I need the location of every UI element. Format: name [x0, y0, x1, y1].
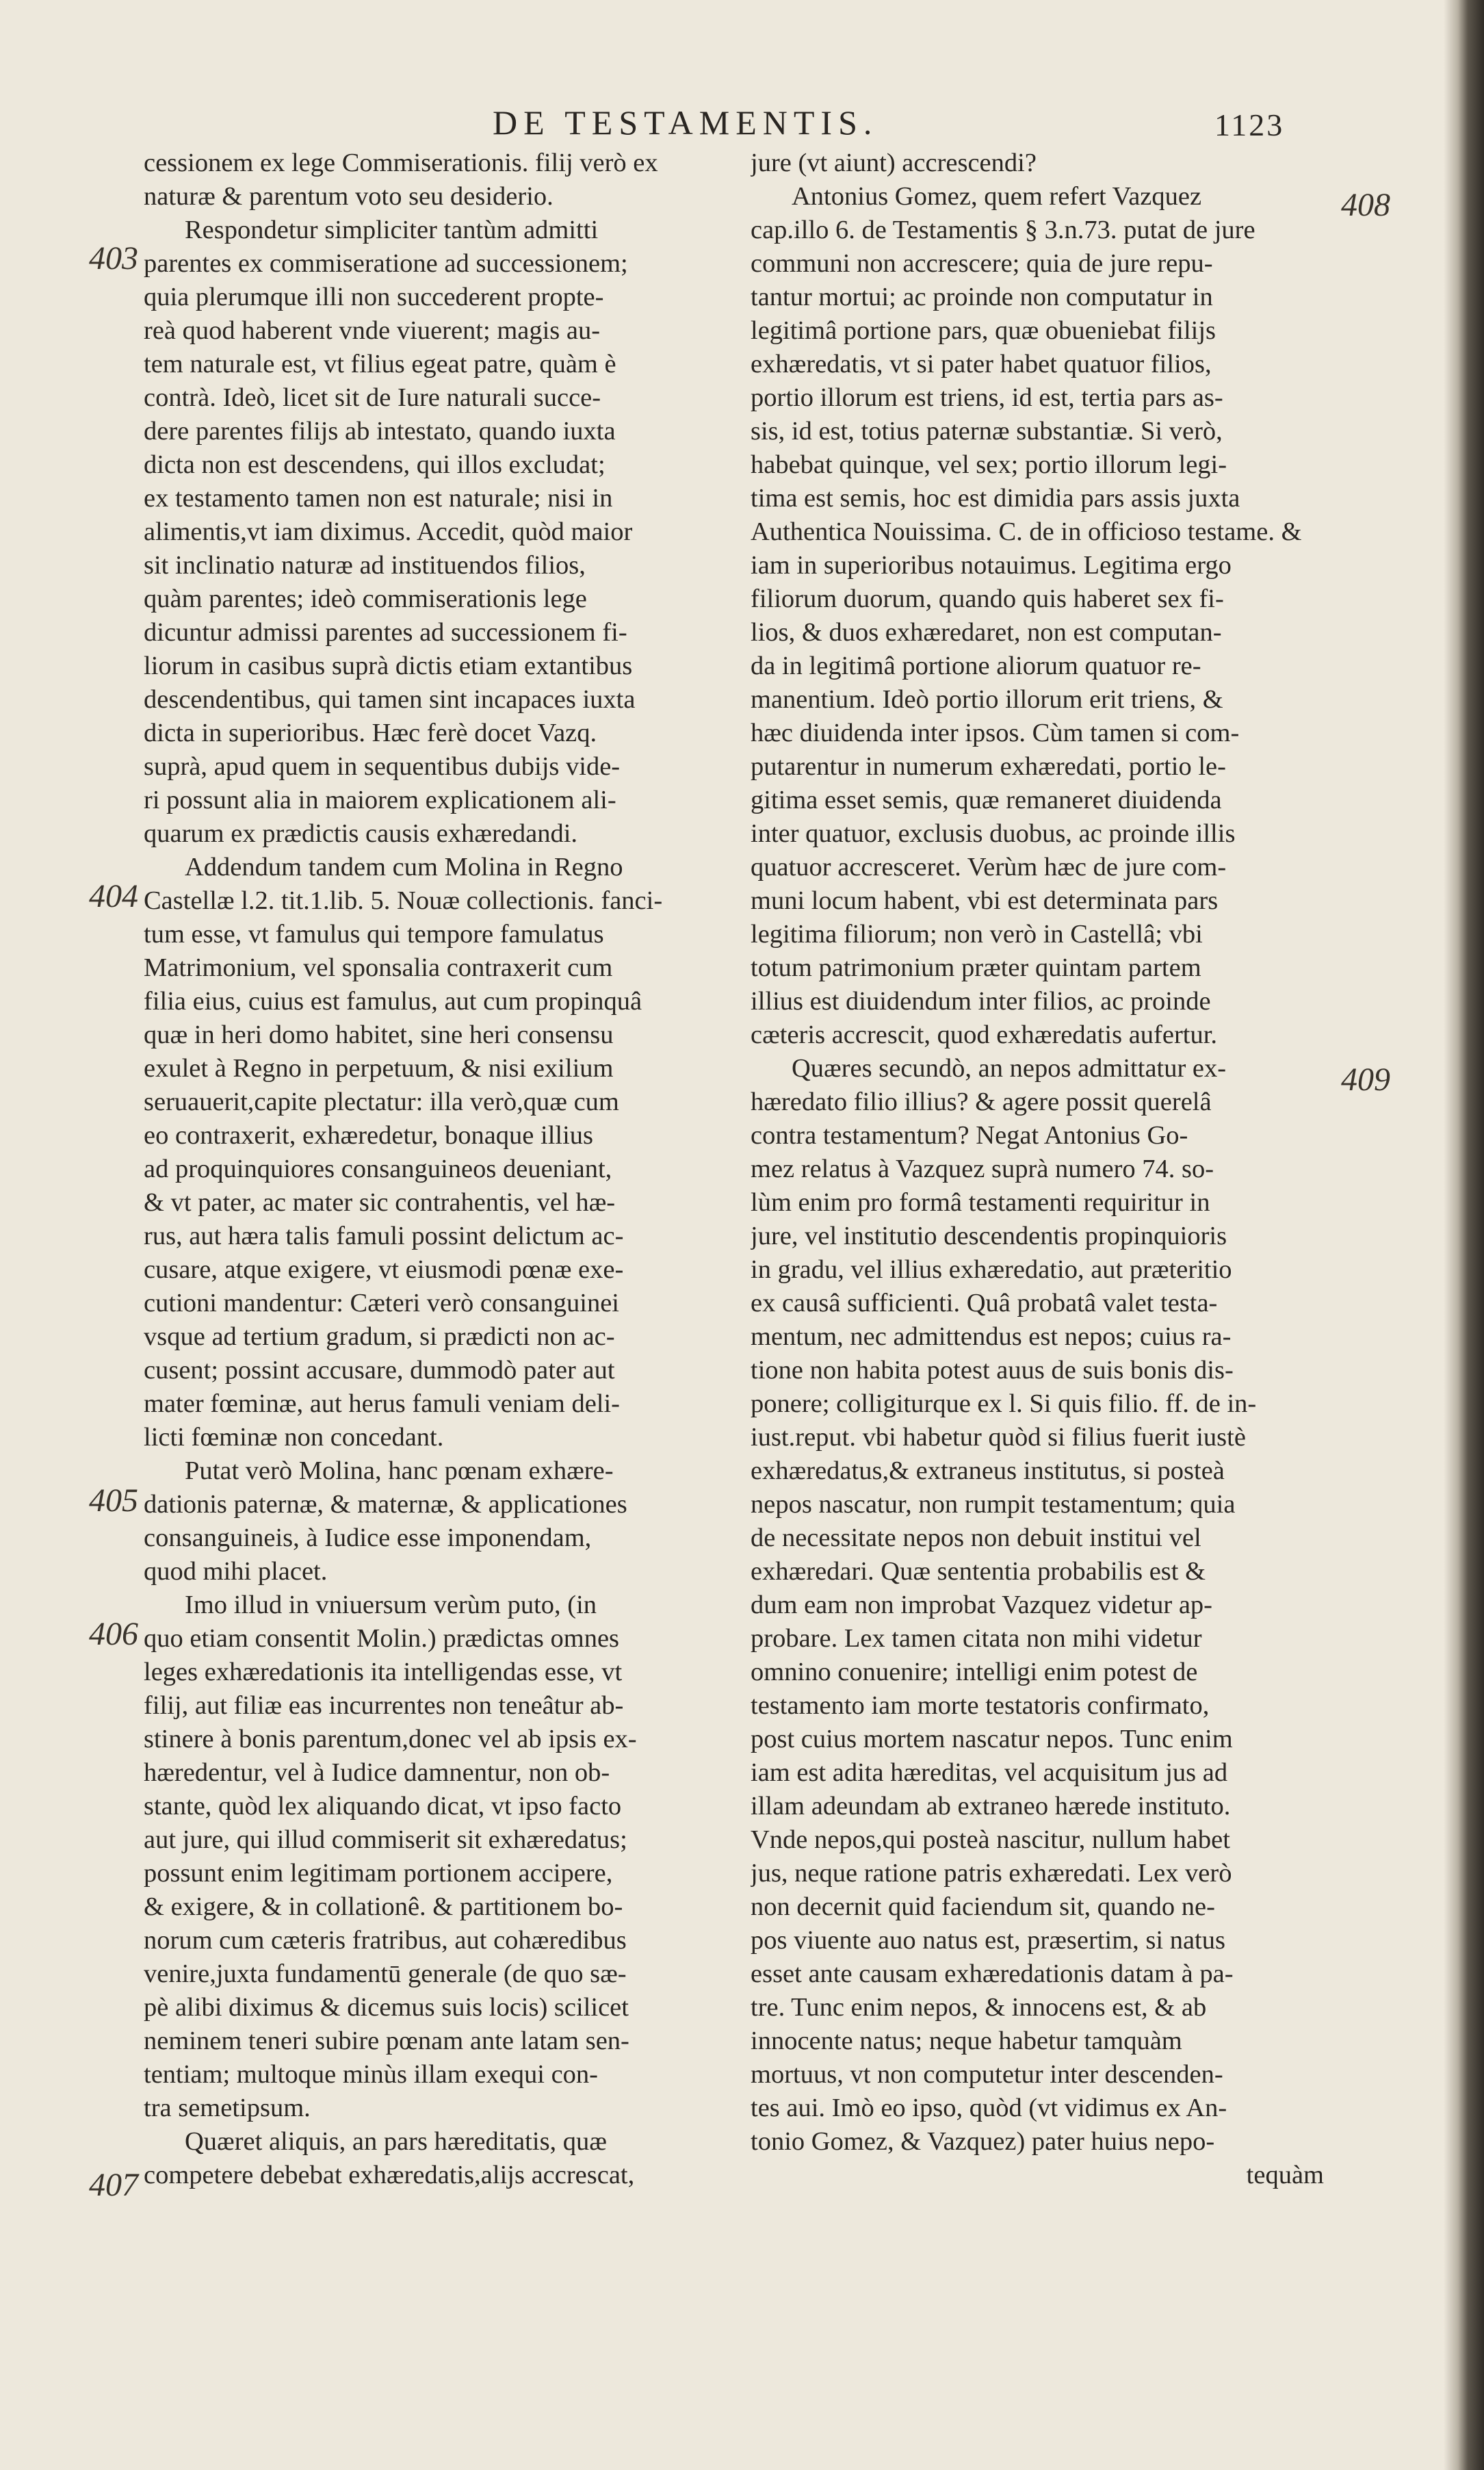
text-line: parentes ex commiseratione ad successionem; [144, 249, 628, 278]
text-line: venire,juxta fundamentū generale (de quo sæ- [144, 1959, 627, 1988]
text-line: tione non habita potest auus de suis bonis dis- [751, 1356, 1234, 1385]
margin-number-407: 407 [89, 2167, 138, 2203]
text-line: tes aui. Imò eo ipso, quòd (vt vidimus ex An- [751, 2094, 1227, 2122]
text-line: cusare, atque exigere, vt eiusmodi pœnæ exe- [144, 1255, 624, 1284]
text-line: norum cum cæteris fratribus, aut cohæredibus [144, 1926, 627, 1955]
text-line: ponere; colligiturque ex l. Si quis filio. ff. de in- [751, 1389, 1257, 1418]
text-line: da in legitimâ portione aliorum quatuor re- [751, 652, 1201, 680]
text-line: quàm parentes; ideò commiserationis lege [144, 584, 587, 613]
running-head [493, 96, 1382, 151]
text-line: mentum, nec admittendus est nepos; cuius ra- [751, 1322, 1232, 1351]
text-line: Addendum tandem cum Molina in Regno [185, 853, 623, 882]
text-line: & vt pater, ac mater sic contrahentis, vel hæ- [144, 1188, 616, 1217]
text-line: dere parentes filijs ab intestato, quando iuxta [144, 417, 616, 446]
left-column [144, 146, 725, 2192]
text-line: non decernit quid faciendum sit, quando ne- [751, 1892, 1215, 1921]
text-line: pè alibi diximus & dicemus suis locis) scilicet [144, 1993, 629, 2022]
text-line: tum esse, vt famulus qui tempore famulatus [144, 920, 604, 949]
book-binding-edge [1444, 0, 1484, 2470]
text-line: communi non accrescere; quia de jure repu- [751, 249, 1213, 278]
text-line: contrà. Ideò, licet sit de Iure naturali succe- [144, 383, 601, 412]
text-line: sit inclinatio naturæ ad instituendos filios, [144, 551, 586, 580]
text-line: iam est adita hæreditas, vel acquisitum jus ad [751, 1758, 1228, 1787]
text-line: Vnde nepos,qui posteà nascitur, nullum habet [751, 1825, 1230, 1854]
text-line: iust.reput. vbi habetur quòd si filius fuerit iustè [751, 1423, 1246, 1452]
text-line: filiorum duorum, quando quis haberet sex fi- [751, 584, 1224, 613]
text-line: dum eam non improbat Vazquez videtur ap- [751, 1591, 1212, 1619]
text-line: hæredato filio illius? & agere possit querelâ [751, 1088, 1212, 1116]
text-line: legitima filiorum; non verò in Castellâ; vbi [751, 920, 1203, 949]
text-line: descendentibus, qui tamen sint incapaces iuxta [144, 685, 636, 714]
text-line: Antonius Gomez, quem refert Vazquez [792, 182, 1202, 211]
text-line: exulet à Regno in perpetuum, & nisi exilium [144, 1054, 614, 1083]
text-line: ex causâ sufficienti. Quâ probatâ valet testa- [751, 1289, 1218, 1317]
text-line: rus, aut hæra talis famuli possint delictum ac- [144, 1222, 624, 1250]
text-line: tentiam; multoque minùs illam exequi con- [144, 2060, 598, 2089]
text-line: cessionem ex lege Commiserationis. filij verò ex [144, 149, 658, 177]
text-line: hæc diuidenda inter ipsos. Cùm tamen si com- [751, 719, 1240, 747]
text-line: aut jure, qui illud commiserit sit exhæredatus; [144, 1825, 627, 1854]
text-line: possunt enim legitimam portionem accipere, [144, 1859, 613, 1888]
text-line: dicuntur admissi parentes ad successionem fi- [144, 618, 627, 647]
text-line: de necessitate nepos non debuit institui vel [751, 1523, 1201, 1552]
text-line: competere debebat exhæredatis,alijs accrescat, [144, 2161, 635, 2189]
text-line: gitima esset semis, quæ remaneret diuidenda [751, 786, 1222, 814]
text-line: liorum in casibus suprà dictis etiam extantibus [144, 652, 633, 680]
text-line: putarentur in numerum exhæredati, portio le- [751, 752, 1226, 781]
text-line: habebat quinque, vel sex; portio illorum legi- [751, 450, 1227, 479]
text-line: ri possunt alia in maiorem explicationem ali- [144, 786, 616, 814]
text-line: portio illorum est triens, id est, tertia pars as- [751, 383, 1223, 412]
text-line: reà quod haberent vnde viuerent; magis au- [144, 316, 601, 345]
text-line: inter quatuor, exclusis duobus, ac proinde illis [751, 819, 1236, 848]
text-line: Quæres secundò, an nepos admittatur ex- [792, 1054, 1227, 1083]
text-line: & exigere, & in collationê. & partitionem bo- [144, 1892, 623, 1921]
text-line: tem naturale est, vt filius egeat patre, quàm è [144, 350, 616, 378]
text-line: leges exhæredationis ita intelligendas esse, vt [144, 1658, 623, 1686]
text-line: quod mihi placet. [144, 1557, 328, 1586]
text-line: mez relatus à Vazquez suprà numero 74. so- [751, 1155, 1214, 1183]
text-line: tonio Gomez, & Vazquez) pater huius nepo- [751, 2127, 1215, 2156]
text-line: Respondetur simpliciter tantùm admitti [185, 216, 599, 244]
margin-number-409: 409 [1341, 1062, 1390, 1098]
text-line: illam adeundam ab extraneo hærede instituto. [751, 1792, 1231, 1821]
text-line: naturæ & parentum voto seu desiderio. [144, 182, 554, 211]
text-line: Quæret aliquis, an pars hæreditatis, quæ [185, 2127, 607, 2156]
text-line: jure, vel institutio descendentis propinquioris [751, 1222, 1227, 1250]
text-line: esset ante causam exhæredationis datam à pa- [751, 1959, 1234, 1988]
margin-number-406: 406 [89, 1616, 138, 1652]
text-line: Matrimonium, vel sponsalia contraxerit cum [144, 953, 613, 982]
catchword: tequàm [1246, 2161, 1324, 2189]
text-line: contra testamentum? Negat Antonius Go- [751, 1121, 1188, 1150]
text-line: nepos nascatur, non rumpit testamentum; quia [751, 1490, 1236, 1519]
text-line: dationis paternæ, & maternæ, & applicationes [144, 1490, 627, 1519]
page-number: 1123 [1214, 107, 1285, 142]
text-line: quo etiam consentit Molin.) prædictas omnes [144, 1624, 620, 1653]
text-line: lùm enim pro formâ testamenti requiritur in [751, 1188, 1210, 1217]
text-line: Putat verò Molina, hanc pœnam exhære- [185, 1456, 614, 1485]
text-line: licti fœminæ non concedant. [144, 1423, 444, 1452]
text-line: quarum ex prædictis causis exhæredandi. [144, 819, 578, 848]
text-line: tre. Tunc enim nepos, & innocens est, & ab [751, 1993, 1207, 2022]
text-line: stante, quòd lex aliquando dicat, vt ipso facto [144, 1792, 622, 1821]
text-line: quia plerumque illi non succederent propte- [144, 283, 604, 311]
margin-number-404: 404 [89, 878, 138, 914]
margin-number-403: 403 [89, 240, 138, 276]
text-line: in gradu, vel illius exhæredatio, aut præteritio [751, 1255, 1232, 1284]
text-line: exhæredatis, vt si pater habet quatuor filios, [751, 350, 1212, 378]
text-line: cæteris accrescit, quod exhæredatis aufertur. [751, 1020, 1218, 1049]
text-line: vsque ad tertium gradum, si prædicti non ac- [144, 1322, 615, 1351]
text-line: exhæredari. Quæ sententia probabilis est & [751, 1557, 1206, 1586]
text-line: mortuus, vt non computetur inter descenden- [751, 2060, 1223, 2089]
text-line: filia eius, cuius est famulus, aut cum propinquâ [144, 987, 642, 1016]
right-column [751, 146, 1338, 2192]
text-line: lios, & duos exhæredaret, non est computan- [751, 618, 1222, 647]
text-line: suprà, apud quem in sequentibus dubijs vide- [144, 752, 621, 781]
text-line: muni locum habent, vbi est determinata pars [751, 886, 1219, 915]
text-line: cap.illo 6. de Testamentis § 3.n.73. putat de jure [751, 216, 1255, 244]
text-line: ad proquinquiores consanguineos deueniant, [144, 1155, 612, 1183]
text-line: illius est diuidendum inter filios, ac proinde [751, 987, 1211, 1016]
text-line: post cuius mortem nascatur nepos. Tunc enim [751, 1725, 1233, 1753]
text-line: eo contraxerit, exhæredetur, bonaque illius [144, 1121, 594, 1150]
running-title: DE TESTAMENTIS. [493, 103, 878, 142]
text-line: tra semetipsum. [144, 2094, 311, 2122]
text-line: innocente natus; neque habetur tamquàm [751, 2027, 1182, 2055]
text-line: pos viuente auo natus est, præsertim, si natus [751, 1926, 1225, 1955]
text-line: legitimâ portione pars, quæ obueniebat filijs [751, 316, 1216, 345]
text-line: cusent; possint accusare, dummodò pater aut [144, 1356, 615, 1385]
text-line: cutioni mandentur: Cæteri verò consanguinei [144, 1289, 619, 1317]
text-line: dicta non est descendens, qui illos excludat; [144, 450, 606, 479]
text-line: manentium. Ideò portio illorum erit triens, & [751, 685, 1223, 714]
text-line: seruauerit,capite plectatur: illa verò,quæ cum [144, 1088, 619, 1116]
text-line: filij, aut filiæ eas incurrentes non teneâtur ab- [144, 1691, 624, 1720]
text-line: dicta in superioribus. Hæc ferè docet Vazq. [144, 719, 597, 747]
text-line: quæ in heri domo habitet, sine heri consensu [144, 1020, 614, 1049]
text-line: omnino conuenire; intelligi enim potest de [751, 1658, 1198, 1686]
text-line: ex testamento tamen non est naturale; nisi in [144, 484, 613, 513]
text-line: consanguineis, à Iudice esse imponendam, [144, 1523, 592, 1552]
text-line: hæredentur, vel à Iudice damnentur, non ob- [144, 1758, 610, 1787]
text-line: testamento iam morte testatoris confirmato, [751, 1691, 1210, 1720]
margin-number-408: 408 [1341, 187, 1390, 223]
text-line: mater fœminæ, aut herus famuli veniam deli- [144, 1389, 621, 1418]
text-line: alimentis,vt iam diximus. Accedit, quòd maior [144, 517, 633, 546]
text-line: tima est semis, hoc est dimidia pars assis juxta [751, 484, 1240, 513]
margin-number-405: 405 [89, 1482, 138, 1519]
text-line: jus, neque ratione patris exhæredati. Lex verò [751, 1859, 1232, 1888]
text-line: sis, id est, totius paternæ substantiæ. Si verò, [751, 417, 1223, 446]
text-line: exhæredatus,& extraneus institutus, si posteà [751, 1456, 1225, 1485]
text-line: Imo illud in vniuersum verùm puto, (in [185, 1591, 597, 1619]
text-line: stinere à bonis parentum,donec vel ab ipsis ex- [144, 1725, 637, 1753]
text-line: totum patrimonium præter quintam partem [751, 953, 1201, 982]
text-line: Authentica Nouissima. C. de in officioso testame. & [751, 517, 1302, 546]
text-line: Castellæ l.2. tit.1.lib. 5. Nouæ collectionis. fanci- [144, 886, 663, 915]
text-line: iam in superioribus notauimus. Legitima ergo [751, 551, 1232, 580]
text-line: probare. Lex tamen citata non mihi videtur [751, 1624, 1202, 1653]
text-line: quatuor accresceret. Verùm hæc de jure com- [751, 853, 1227, 882]
text-line: jure (vt aiunt) accrescendi? [751, 149, 1037, 177]
text-line: tantur mortui; ac proinde non computatur in [751, 283, 1213, 311]
text-line: neminem teneri subire pœnam ante latam sen- [144, 2027, 629, 2055]
